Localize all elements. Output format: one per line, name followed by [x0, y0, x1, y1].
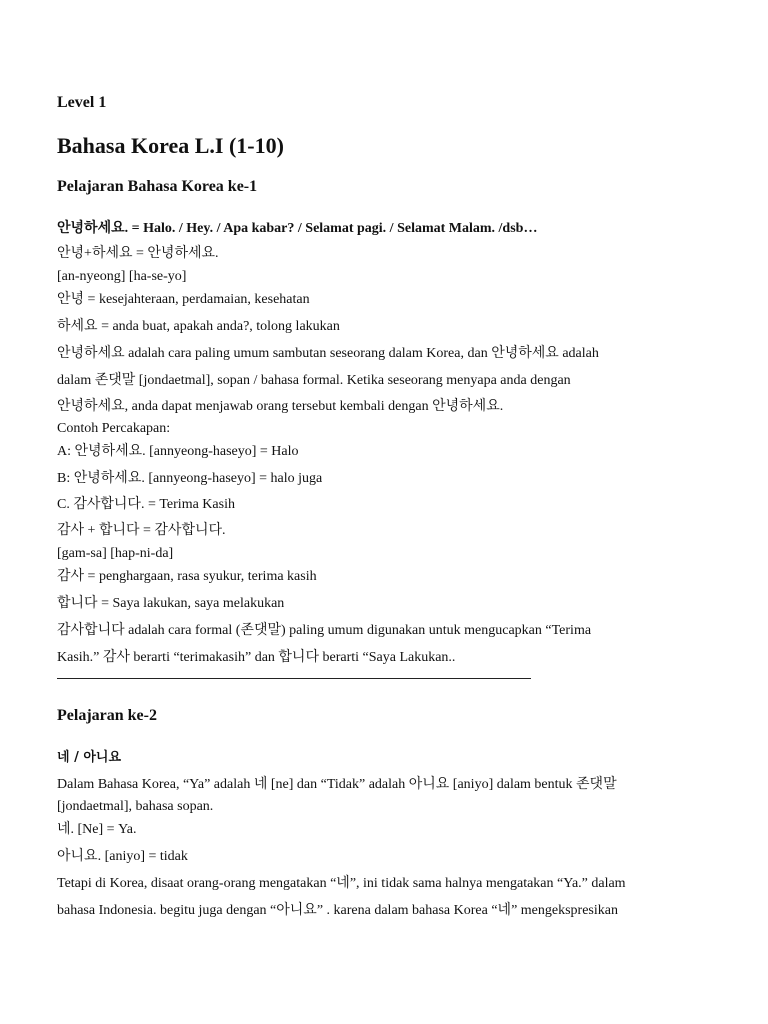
lesson-1-line: Contoh Percakapan: [57, 421, 171, 436]
lesson-1-line: 하세요 = anda buat, apakah anda?, tolong lakukan [57, 319, 340, 334]
lesson-1-line: 안녕 = kesejahteraan, perdamaian, kesehatan [57, 292, 310, 307]
lesson-1-line: dalam 존댓말 [jondaetmal], sopan / bahasa formal. Ketika seseorang menyapa anda dengan [57, 373, 571, 388]
lesson-2-line: 네. [Ne] = Ya. [57, 822, 137, 837]
lesson-1-heading: Pelajaran Bahasa Korea ke-1 [57, 178, 258, 195]
lesson-1-line: [an-nyeong] [ha-se-yo] [57, 269, 187, 284]
lesson-1-line: 안녕하세요, anda dapat menjawab orang tersebut kembali dengan 안녕하세요. [57, 399, 504, 414]
lesson-1-line: Kasih.” 감사 berarti “terimakasih” dan 합니다 berarti “Saya Lakukan.. [57, 650, 456, 665]
lesson-2-line: bahasa Indonesia. begitu juga dengan “아니요” . karena dalam bahasa Korea “네” mengekspresikan [57, 903, 618, 918]
lesson-1-line: 안녕하세요 adalah cara paling umum sambutan seseorang dalam Korea, dan 안녕하세요 adalah [57, 346, 599, 361]
section-divider [57, 678, 531, 679]
lesson-1-line: A: 안녕하세요. [annyeong-haseyo] = Halo [57, 444, 299, 459]
lesson-1-line: 합니다 = Saya lakukan, saya melakukan [57, 596, 285, 611]
lesson-1-line: [gam-sa] [hap-ni-da] [57, 546, 174, 561]
lesson-1-line: 감사 + 합니다 = 감사합니다. [57, 523, 226, 538]
lesson-1-line: B: 안녕하세요. [annyeong-haseyo] = halo juga [57, 471, 323, 486]
lesson-1-line: 감사 = penghargaan, rasa syukur, terima kasih [57, 569, 317, 584]
document-title: Bahasa Korea L.I (1-10) [57, 133, 284, 158]
lesson-2-line: [jondaetmal], bahasa sopan. [57, 799, 214, 814]
lesson-1-line: C. 감사합니다. = Terima Kasih [57, 497, 235, 512]
lesson-2-subheading: 네 / 아니요 [57, 750, 122, 765]
level-label: Level 1 [57, 94, 107, 111]
lesson-1-line: 안녕하세요. = Halo. / Hey. / Apa kabar? / Selamat pagi. / Selamat Malam. /dsb… [57, 221, 538, 236]
lesson-2-line: 아니요. [aniyo] = tidak [57, 849, 188, 864]
lesson-2-line: Dalam Bahasa Korea, “Ya” adalah 네 [ne] dan “Tidak” adalah 아니요 [aniyo] dalam bentuk 존댓말 [57, 777, 617, 792]
lesson-2-heading: Pelajaran ke-2 [57, 707, 157, 724]
lesson-2-line: Tetapi di Korea, disaat orang-orang mengatakan “네”, ini tidak sama halnya mengatakan “Ya.” dalam [57, 876, 626, 891]
lesson-1-line: 감사합니다 adalah cara formal (존댓말) paling umum digunakan untuk mengucapkan “Terima [57, 623, 592, 638]
lesson-1-line: 안녕+하세요 = 안녕하세요. [57, 246, 219, 261]
